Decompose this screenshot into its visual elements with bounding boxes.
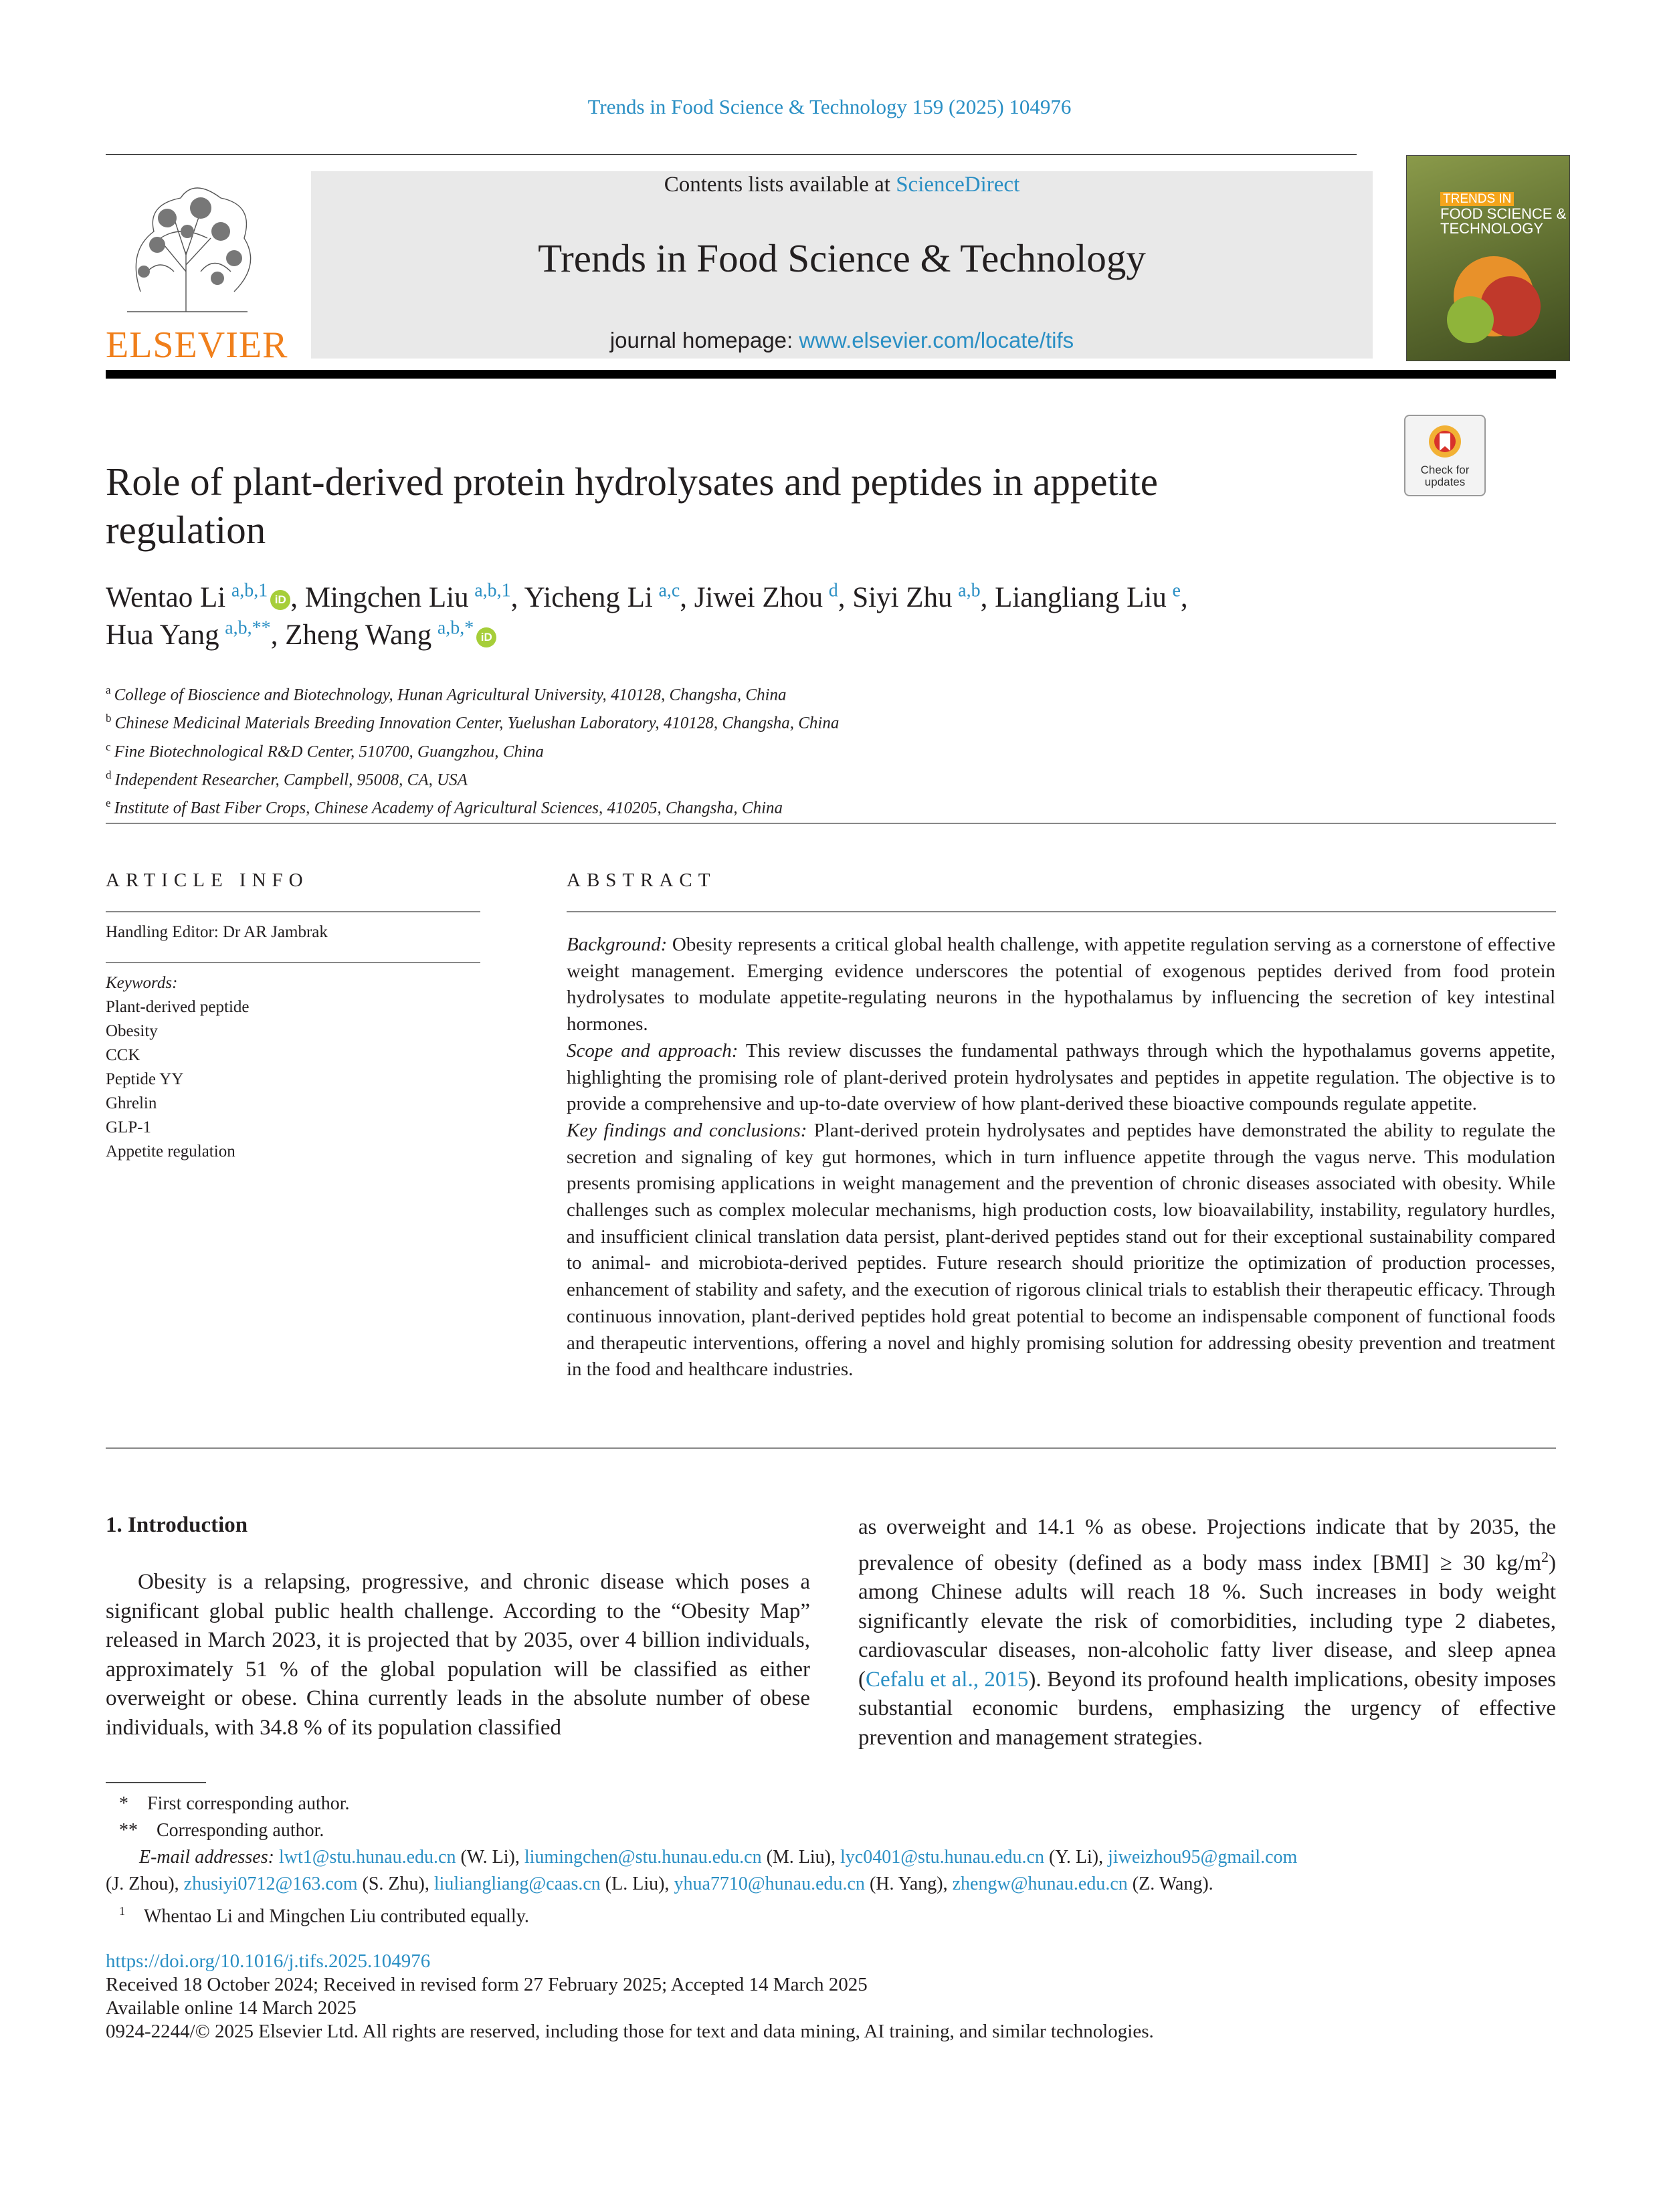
- journal-cover[interactable]: [1406, 155, 1570, 361]
- homepage-line: [311, 328, 1373, 353]
- article-title: Role of plant-derived protein hydrolysates and peptides in appetite regulation: [106, 460, 1158, 552]
- affiliation-rule: [106, 823, 1556, 824]
- affiliation: $^c$ Fine Biotechnological R&D Center, 510700, Guangzhou, China: [106, 740, 544, 761]
- elsevier-wordmark: ELSEVIER: [106, 324, 288, 366]
- author-affil-marks[interactable]: a,b,**: [225, 617, 271, 639]
- section-heading-introduction: 1. Introduction: [106, 1513, 248, 1537]
- cover-tag: TRENDS IN: [1440, 192, 1514, 206]
- contents-prefix: Contents lists available at: [664, 173, 896, 197]
- email-link[interactable]: zhengw@hunau.edu.cn: [952, 1874, 1128, 1894]
- available-online: Available online 14 March 2025: [106, 1997, 357, 2019]
- keyword: Obesity: [106, 1022, 158, 1040]
- footnote-rule: [106, 1782, 206, 1783]
- keyword: Plant-derived peptide: [106, 998, 250, 1016]
- sciencedirect-link[interactable]: ScienceDirect: [896, 173, 1020, 197]
- orcid-icon[interactable]: iD: [270, 590, 290, 610]
- email-link[interactable]: zhusiyi0712@163.com: [183, 1874, 358, 1894]
- author-affil-marks[interactable]: a,c: [658, 580, 680, 601]
- affiliation: $^b$ Chinese Medicinal Materials Breeding Innovation Center, Yuelushan Laboratory, 410128, Changsha, China: [106, 712, 840, 732]
- publication-info: [106, 1950, 1556, 2043]
- keyword: CCK: [106, 1046, 140, 1064]
- author-name: Liangliang Liu: [995, 582, 1167, 613]
- doi-link[interactable]: https://doi.org/10.1016/j.tifs.2025.104976: [106, 1950, 431, 1972]
- affiliation: $^d$ Independent Researcher, Campbell, 95008, CA, USA: [106, 768, 468, 789]
- citation-link[interactable]: Cefalu et al., 2015: [866, 1667, 1029, 1692]
- journal-citation[interactable]: Trends in Food Science & Technology 159 (2025) 104976: [587, 95, 1072, 118]
- abstract-end-rule: [106, 1447, 1556, 1449]
- author-affil-marks[interactable]: d: [828, 580, 838, 601]
- contents-line: [311, 171, 1373, 197]
- abstract-scope: Scope and approach: This review discusses the fundamental pathways through which the hypothalamus governs appetite, highlighting the promising role of plant-derived protein hydrolysates and peptides in appetite regulation. The objective is to provide a comprehensive and up-to-date overview of how plant-derived these bioactive compounds regulate appetite.: [567, 1039, 1555, 1115]
- article-info-heading: ARTICLE INFO: [106, 870, 309, 891]
- footnote-first-corresponding: * First corresponding author.: [119, 1793, 350, 1814]
- author-name: Zheng Wang: [285, 619, 432, 651]
- cover-title: FOOD SCIENCE & TECHNOLOGY: [1440, 205, 1567, 237]
- footnote-equal-contribution: $^1$ Whentao Li and Mingchen Liu contributed equally.: [119, 1904, 529, 1927]
- elsevier-tree-icon: [100, 171, 274, 318]
- header-rule: [106, 154, 1357, 155]
- keyword: Appetite regulation: [106, 1142, 235, 1161]
- author-list: Wentao Li $^{a,b,1}$ iD , Mingchen Liu $^{a,b,1}$, Yicheng Li $^{a,c}$, Jiwei Zhou $^d$, Siyi Zhu $^{a,b}$, Liangliang Liu $^e$, Hua Yang $^{a,b,**}$, Zheng Wang $^{a,b,*}$ iD: [106, 580, 1188, 651]
- keywords-block: [106, 971, 480, 1164]
- handling-editor: Handling Editor: Dr AR Jambrak: [106, 923, 328, 941]
- intro-left-paragraph: Obesity is a relapsing, progressive, and chronic disease which poses a significant global public health challenge. According to the “Obesity Map” released in March 2023, it is projected that by 2035, over 4 billion individuals, approximately 51 % of the global population will be classified as either overweight or obese. China currently leads in the absolute number of obese individuals, with 34.8 % of its population classified: [106, 1570, 810, 1740]
- homepage-link[interactable]: www.elsevier.com/locate/tifs: [799, 328, 1074, 353]
- check-for-updates-badge[interactable]: [1404, 415, 1486, 496]
- homepage-prefix: journal homepage:: [609, 328, 799, 353]
- bookmark-icon: [1405, 416, 1484, 463]
- author-affil-marks[interactable]: a,b,*: [437, 617, 474, 639]
- copyright: 0924-2244/© 2025 Elsevier Ltd. All rights are reserved, including those for text and data mining, AI training, and similar technologies.: [106, 2021, 1154, 2042]
- journal-title: Trends in Food Science & Technology: [538, 236, 1146, 280]
- email-link[interactable]: yhua7710@hunau.edu.cn: [674, 1874, 865, 1894]
- author-name: Hua Yang: [106, 619, 219, 651]
- elsevier-logo: [100, 171, 274, 318]
- email-link[interactable]: liuliangliang@caas.cn: [433, 1874, 601, 1894]
- email-link[interactable]: liumingchen@stu.hunau.edu.cn: [524, 1847, 762, 1868]
- keyword: Ghrelin: [106, 1094, 157, 1112]
- check-updates-label: Check for updates: [1420, 464, 1470, 488]
- affiliations: [106, 678, 1510, 820]
- abstract-heading: ABSTRACT: [567, 870, 716, 891]
- email-link[interactable]: jiweizhou95@gmail.com: [1108, 1847, 1298, 1868]
- email-link[interactable]: lyc0401@stu.hunau.edu.cn: [840, 1847, 1044, 1868]
- author-name: Wentao Li: [106, 582, 226, 613]
- keywords-label: Keywords:: [106, 974, 178, 992]
- keyword: Peptide YY: [106, 1070, 184, 1088]
- orcid-icon[interactable]: iD: [476, 627, 496, 647]
- footnotes: [106, 1791, 1556, 1930]
- author-name: Jiwei Zhou: [694, 582, 823, 613]
- footnote-emails: E-mail addresses: lwt1@stu.hunau.edu.cn (W. Li), liumingchen@stu.hunau.edu.cn (M. Liu), lyc0401@stu.hunau.edu.cn (Y. Li), jiweizhou95@gmail.com: [139, 1847, 1298, 1868]
- abstract-background: Background: Obesity represents a critical global health challenge, with appetite regulation serving as a cornerstone of effective weight management. Emerging evidence underscores the potential of exogenous peptides derived from food protein hydrolysates to modulate appetite-regulating neurons in the hypothalamus by influencing the secretion of key intestinal hormones.: [567, 934, 1555, 1035]
- abstract-findings: Key findings and conclusions: Plant-derived protein hydrolysates and peptides have demonstrated the ability to regulate the secretion and signaling of key gut hormones, which in turn influence appetite through the vagus nerve. This modulation presents promising applications in weight management and the prevention of chronic diseases associated with obesity. While challenges such as complex molecular mechanisms, high production costs, low bioavailability, instability, regulatory hurdles, and insufficient clinical translation data persist, plant-derived peptides stand out for their exceptional sustainability compared to animal- and microbiota-derived peptides. Future research should prioritize the optimization of production processes, enhancement of stability and safety, and the execution of rigorous clinical trials to establish their therapeutic efficacy. Through continuous innovation, plant-derived peptides hold great potential to become an indispensable component of functional foods and therapeutic interventions, offering a novel and highly promising solution for addressing obesity prevention and treatment in the food and healthcare industries.: [567, 1119, 1555, 1381]
- author-affil-marks[interactable]: e: [1172, 580, 1181, 601]
- article-info-rule: [106, 911, 480, 912]
- author-name: Yicheng Li: [524, 582, 653, 613]
- keyword: GLP-1: [106, 1118, 152, 1136]
- email-link[interactable]: lwt1@stu.hunau.edu.cn: [278, 1847, 456, 1868]
- footnote-corresponding: ** Corresponding author.: [119, 1820, 324, 1841]
- footnote-emails-cont: (J. Zhou), zhusiyi0712@163.com (S. Zhu), liuliangliang@caas.cn (L. Liu), yhua7710@hunau.edu.cn (H. Yang), zhengw@hunau.edu.cn (Z. Wang).: [106, 1874, 1213, 1894]
- received-dates: Received 18 October 2024; Received in revised form 27 February 2025; Accepted 14 March 2025: [106, 1974, 868, 1995]
- abstract-body: [567, 932, 1555, 1383]
- masthead-rule: [106, 370, 1556, 379]
- affiliation: $^e$ Institute of Bast Fiber Crops, Chinese Academy of Agricultural Sciences, 410205, Changsha, China: [106, 797, 783, 817]
- author-affil-marks[interactable]: a,b: [958, 580, 981, 601]
- intro-right-paragraph: as overweight and 14.1 % as obese. Projections indicate that by 2035, the prevalence of obesity (defined as a body mass index [BMI] ≥ 30 $kg/m^2$) among Chinese adults will reach 18 %. Such increases in body weight significantly elevate the risk of comorbidities, including type 2 diabetes, cardiovascular diseases, non-alcoholic fatty liver disease, and sleep apnea (Cefalu et al., 2015). Beyond its profound health implications, obesity imposes substantial economic burdens, emphasizing the urgency of effective prevention and management strategies.: [858, 1515, 1557, 1750]
- affiliation: $^a$ College of Bioscience and Biotechnology, Hunan Agricultural University, 410128, Changsha, China: [106, 684, 787, 704]
- author-affil-marks[interactable]: a,b,1: [474, 580, 511, 601]
- author-name: Siyi Zhu: [852, 582, 953, 613]
- author-name: Mingchen Liu: [304, 582, 469, 613]
- author-affil-marks[interactable]: a,b,1: [231, 580, 268, 601]
- keywords-rule: [106, 962, 480, 963]
- abstract-rule: [567, 911, 1556, 912]
